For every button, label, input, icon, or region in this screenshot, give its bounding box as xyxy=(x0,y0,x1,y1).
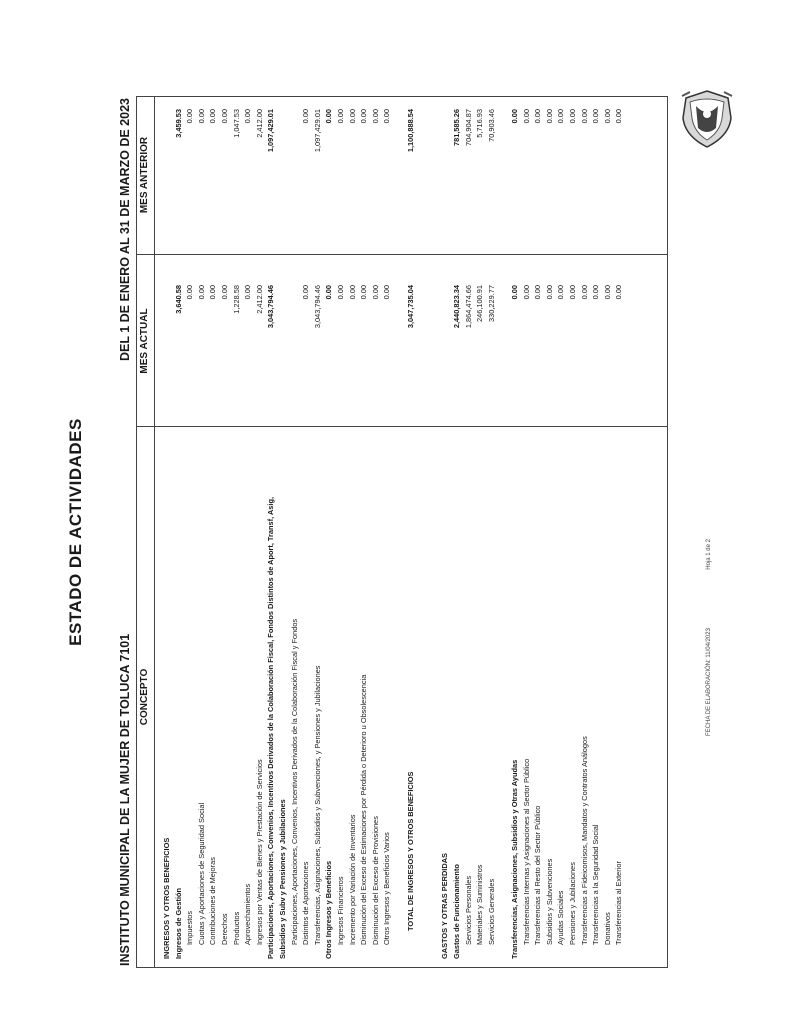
row-previous-amount: 70,903.46 xyxy=(486,109,496,142)
row-concept: Otros Ingresos y Beneficios xyxy=(324,860,334,959)
table-row xyxy=(474,95,485,967)
row-concept: Disminución del Exceso de Provisiones xyxy=(370,816,380,945)
row-current-amount: 0.00 xyxy=(556,285,566,300)
row-current-amount: 0.00 xyxy=(568,285,577,300)
row-concept: Pensiones y Jubilaciones xyxy=(568,862,577,945)
table-row xyxy=(173,95,184,967)
column-header-current: MES ACTUAL xyxy=(139,308,150,374)
row-concept: Gastos de Funcionamiento xyxy=(452,864,461,959)
column-header-concept: CONCEPTO xyxy=(139,668,150,726)
table-row xyxy=(347,95,358,967)
table-row xyxy=(451,95,462,967)
row-current-amount: 2,412.00 xyxy=(254,285,264,314)
table-row xyxy=(439,95,450,967)
row-previous-amount: 0.00 xyxy=(324,109,334,124)
header-divider xyxy=(154,97,155,967)
row-concept: Transferencias a Fideicomisos, Mandatos y Contratos Análogos xyxy=(579,736,589,945)
row-concept: Participaciones, Aportaciones, Convenios, Incentivos Derivados de la Colaboración Fiscal, Fondos Distintos de Aport, Transf, Asig, xyxy=(266,496,276,959)
page-number: Hoja 1 de 2 xyxy=(706,539,712,570)
row-current-amount: 0.00 xyxy=(196,285,206,300)
row-concept: Incremento por Variación de Inventarios xyxy=(347,814,357,945)
row-previous-amount: 0.00 xyxy=(208,109,218,124)
table-row xyxy=(555,95,566,967)
institution-name: INSTITUTO MUNICIPAL DE LA MUJER DE TOLUCA 7101 xyxy=(118,633,132,966)
row-concept: TOTAL DE INGRESOS Y OTROS BENEFICIOS xyxy=(405,771,415,931)
row-current-amount: 0.00 xyxy=(591,285,601,300)
row-current-amount: 3,640.58 xyxy=(173,285,183,314)
row-concept: Subsidios y Subvenciones xyxy=(544,858,554,945)
row-concept: Materiales y Suministros xyxy=(475,864,485,945)
row-previous-amount: 0.00 xyxy=(370,109,380,124)
table-row xyxy=(207,95,218,967)
row-previous-amount: 0.00 xyxy=(533,109,543,124)
row-current-amount: 330,229.77 xyxy=(486,285,496,322)
row-previous-amount: 0.00 xyxy=(382,109,392,124)
row-current-amount: 246,100.91 xyxy=(475,285,485,322)
row-current-amount: 0.00 xyxy=(521,285,531,300)
table-row xyxy=(486,95,497,967)
table-row xyxy=(277,95,288,967)
row-previous-amount: 0.00 xyxy=(556,109,566,124)
report-period: DEL 1 DE ENERO AL 31 DE MARZO DE 2023 xyxy=(118,98,132,362)
row-previous-amount: 0.00 xyxy=(521,109,531,124)
row-previous-amount: 1,100,888.54 xyxy=(405,109,415,153)
row-concept: Transferencias, Asignaciones, Subsidios y Otras Ayudas xyxy=(510,759,519,959)
table-row xyxy=(590,95,601,967)
statement-title: ESTADO DE ACTIVIDADES xyxy=(66,418,85,646)
table-row xyxy=(381,95,392,967)
table-row xyxy=(242,95,253,967)
row-concept: Ingresos Financieros xyxy=(336,876,345,945)
row-concept: Distintos de Aportaciones xyxy=(301,861,311,945)
row-concept: Aprovechamientos xyxy=(243,883,253,945)
table-row xyxy=(370,95,381,967)
table-row xyxy=(231,95,242,967)
elaboration-date: FECHA DE ELABORACIÓN: 11/04/2023 xyxy=(706,628,712,736)
row-previous-amount: 781,585.26 xyxy=(452,109,461,146)
row-current-amount: 0.00 xyxy=(243,285,253,300)
row-concept: Subsidios y Subv y Pensiones y Jubilaciones xyxy=(278,799,287,959)
row-current-amount: 0.00 xyxy=(347,285,357,300)
row-previous-amount: 0.00 xyxy=(243,109,253,124)
rotated-document xyxy=(66,92,686,972)
row-current-amount: 3,047,735.04 xyxy=(405,285,415,329)
row-concept: Participaciones, Aportaciones, Convenios, Incentivos Derivados de la Colaboración Fiscal y Fondos xyxy=(289,618,299,945)
table-row xyxy=(184,95,195,967)
row-concept: Donativos xyxy=(602,912,612,945)
row-previous-amount: 0.00 xyxy=(301,109,311,124)
row-concept: INGRESOS Y OTROS BENEFICIOS xyxy=(162,837,171,959)
row-current-amount: 0.00 xyxy=(510,285,519,300)
row-previous-amount: 0.00 xyxy=(544,109,554,124)
table-row xyxy=(416,95,427,967)
table-row xyxy=(312,95,323,967)
table-row xyxy=(323,95,334,967)
row-current-amount: 3,043,794.46 xyxy=(312,285,322,329)
row-current-amount: 0.00 xyxy=(602,285,612,300)
row-current-amount: 0.00 xyxy=(579,285,589,300)
row-previous-amount: 0.00 xyxy=(220,109,229,124)
row-current-amount: 1,228.58 xyxy=(231,285,241,314)
table-row xyxy=(393,95,404,967)
table-row xyxy=(567,95,578,967)
row-concept: Transferencias Internas y Asignaciones al Sector Público xyxy=(521,758,531,945)
row-previous-amount: 0.00 xyxy=(591,109,601,124)
table-row xyxy=(579,95,590,967)
row-concept: Productos xyxy=(231,911,241,945)
row-current-amount: 0.00 xyxy=(382,285,392,300)
row-concept: Transferencias al Resto del Sector Público xyxy=(533,805,543,945)
row-concept: Cuotas y Aportaciones de Seguridad Social xyxy=(196,802,206,945)
row-previous-amount: 5,716.93 xyxy=(475,109,485,138)
row-previous-amount: 0.00 xyxy=(568,109,577,124)
row-concept: Transferencias, Asignaciones, Subsidios y Subvenciones, y Pensiones y Jubilaciones xyxy=(312,665,322,945)
row-previous-amount: 3,459.53 xyxy=(173,109,183,138)
row-current-amount: 0.00 xyxy=(324,285,334,300)
table-row xyxy=(521,95,532,967)
row-concept: Transferencias al Exterior xyxy=(614,861,624,945)
row-previous-amount: 0.00 xyxy=(347,109,357,124)
footer-line xyxy=(706,539,712,736)
row-concept: Ayudas Sociales xyxy=(556,890,566,945)
table-row xyxy=(219,95,230,967)
table-row xyxy=(161,95,172,967)
row-previous-amount: 0.00 xyxy=(579,109,589,124)
row-concept: Ingresos por Ventas de Bienes y Prestación de Servicios xyxy=(254,759,264,945)
table-row xyxy=(265,95,276,967)
row-concept: Ingresos de Gestión xyxy=(173,887,183,959)
row-current-amount: 0.00 xyxy=(185,285,195,300)
table-row xyxy=(509,95,520,967)
table-row xyxy=(300,95,311,967)
row-current-amount: 0.00 xyxy=(336,285,345,300)
row-concept: Otros Ingresos y Beneficios Varios xyxy=(382,832,392,945)
row-current-amount: 0.00 xyxy=(220,285,229,300)
row-previous-amount: 0.00 xyxy=(185,109,195,124)
row-current-amount: 0.00 xyxy=(301,285,311,300)
table-row xyxy=(463,95,474,967)
row-concept: Servicios Generales xyxy=(486,878,496,945)
row-current-amount: 2,440,823.34 xyxy=(452,285,461,329)
table-row xyxy=(613,95,624,967)
row-concept: Contribuciones de Mejoras xyxy=(208,857,218,945)
table-row xyxy=(428,95,439,967)
row-current-amount: 0.00 xyxy=(544,285,554,300)
table-row xyxy=(254,95,265,967)
row-previous-amount: 0.00 xyxy=(336,109,345,124)
row-previous-amount: 0.00 xyxy=(510,109,519,124)
row-concept: Disminución del Exceso de Estimaciones por Pérdida o Deterioro u Obsolescencia xyxy=(359,674,369,945)
row-current-amount: 0.00 xyxy=(614,285,624,300)
table-row xyxy=(405,95,416,967)
table-row xyxy=(532,95,543,967)
row-current-amount: 3,043,794.46 xyxy=(266,285,276,329)
row-current-amount: 0.00 xyxy=(533,285,543,300)
column-header-previous: MES ANTERIOR xyxy=(139,136,150,214)
table-row xyxy=(358,95,369,967)
row-concept: Servicios Personales xyxy=(463,875,473,945)
table-row xyxy=(196,95,207,967)
row-previous-amount: 0.00 xyxy=(602,109,612,124)
row-previous-amount: 1,097,429.01 xyxy=(266,109,276,153)
row-current-amount: 0.00 xyxy=(370,285,380,300)
row-previous-amount: 0.00 xyxy=(196,109,206,124)
row-concept: Derechos xyxy=(220,913,229,945)
row-current-amount: 0.00 xyxy=(359,285,369,300)
row-current-amount: 1,864,474.66 xyxy=(463,285,473,329)
row-current-amount: 0.00 xyxy=(208,285,218,300)
row-previous-amount: 0.00 xyxy=(359,109,369,124)
row-previous-amount: 0.00 xyxy=(614,109,624,124)
row-previous-amount: 1,047.53 xyxy=(231,109,241,138)
table-row xyxy=(497,95,508,967)
table-row xyxy=(602,95,613,967)
row-previous-amount: 2,412.00 xyxy=(254,109,264,138)
table-row xyxy=(289,95,300,967)
row-previous-amount: 1,097,429.01 xyxy=(312,109,322,153)
row-concept: Impuestos xyxy=(185,910,195,945)
row-concept: GASTOS Y OTRAS PERDIDAS xyxy=(440,853,450,959)
row-previous-amount: 704,904.87 xyxy=(463,109,473,146)
table-row xyxy=(335,95,346,967)
statement-table xyxy=(136,96,668,968)
table-row xyxy=(544,95,555,967)
row-concept: Transferencias a la Seguridad Social xyxy=(591,824,601,945)
